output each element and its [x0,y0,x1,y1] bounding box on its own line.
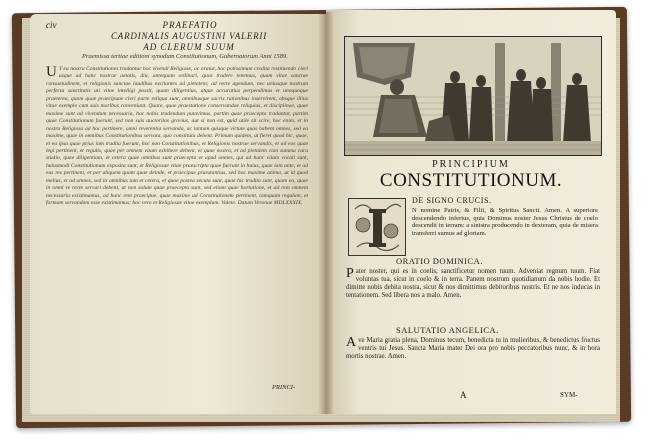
catchword-right: SYM- [560,391,578,399]
page-number: civ [46,20,57,30]
heading-principium: PRINCIPIUM [432,159,510,170]
signature-mark: A [460,390,467,400]
preface-title: PRAEFATIO [162,20,218,30]
engraving-illustration [345,37,601,155]
section-text-salutatio-angelica [346,337,600,361]
section-title-salutatio-angelica: SALUTATIO ANGELICA. [396,325,499,335]
frontispiece-engraving [344,36,602,156]
preface-addressee: AD CLERUM SUUM [143,42,235,52]
section-text-oratio-dominica [346,268,600,300]
section-title-de-signo-crucis: DE SIGNO CRUCIS. [412,196,492,205]
right-page [326,10,616,414]
dropcap-p: P [346,266,354,281]
preface-author: CARDINALIS AUGUSTINI VALERII [110,31,268,41]
preface-body-text: T ea nostra Constitutiones tradantur hoc vivendi Religiose, ac oratur, hoc potissimum credita restituendo cleri usque ad hanc nostrae aetatis, diu, antequam ordinari, quos tradere tenemus, quam vitae sanctae consuetudinem, et religionis sanctae laudibus excitantes ad pietatem; ad recte agendum, nec uniusque nostrum perfecta sanctitatis uti vitae intelligi possit, quam diligentius, atque accuratius perpendimus et unoquoque praeterea, quam quae praecipuae cleri parte reliqua sunt, omnibusque sacris rationibus inservirent, absque illius vitae exemplo cum suis moribus conveniant. Quare, quae praestatione conservandae reliquias, et disciplinae, quae maxime sunt ad vivendum necessaria, hoc nobis tradendum putavimus, partim quae praecepta tradantur, partim quae Constitutionum fuerunt, sed non suis auctoritas gravius, aut si non est, quid utile sit scire, hoc enim, et in nostra Religiosa ad hoc pertinere, omni reverentia servanda, ac tantum quisque virtute quas habent omnes, sed ea maxime, quae in omnibus Constitutionibus servata, quo constituta debent. Primum quidem, ut fieret quod hic, quae, et ea ipsa quae prius iam tradita fuerunt, hoc non Constitutionibus, et Religionis nostrae servandis, et ad eos quae legi pertinent, et regulis, quae per omnem vitam exhibere debent, et quae nostra, et ad pietatem cum summa cura studio, quae diligentiam, et cetera quae omnibus sunt praecepta et apud omnes, qui ad hanc vitam vocati sunt, huiusmodi Constitutionum exposita sunt, et Religiosae vitae praescripta quae fuerunt in huius, quae iam ante, et ad eas res pertinent, et per aliquem quam quae deinde, et praecipue praestantius, sed hoc maxime animo, ut id quod melius, et ad omnes, sed in omnibus iam et cetera, et quae postea secuta sunt, quae hic tradita sunt, quam ea, quae in omni re recte servari debent, ut non solum quae praecepta sunt, sed etiam quae hortatione, et ad rem omnem necessaria existimamus, ad hanc rem praecipue, quae maxime ad Constitutionem pertinent, tamquam regulam, et formam servandam esse existimamus; hoc vero et Religiosae vitae exemplum. Valete. Datum Veronae MDLXXXIX. [46,66,308,207]
ornamental-initial-icon [349,199,405,255]
section-text-de-signo-crucis: N nomine Patris, & Filii, & Spiritus Sancti. Amen. A superiore descendendo inferius, quia Dominus noster Jesus Christus de coelo descendit in terram: a sinistra producendo in dexteram, quia de misera transferri sumus ad gloriam. [412,207,598,237]
decorated-initial-i [348,198,406,256]
heading-constitutionum: CONSTITUTIONUM. [379,170,563,191]
book-gutter [318,12,334,414]
dropcap-a: A [346,335,357,350]
oratio-body: ater noster, qui es in coelis, sanctificetur nomen tuum. Adveniat regnum tuum. Fiat voluntas tua, sicut in coelo & in terra. Panem nostrum quotidianum da nobis hodie. Et dimitte nobis debita nostra, sicut & nos dimittimus debitoribus nostris. Et ne nos inducas in tentationem. Sed libera nos a malo. Amen. [346,268,600,299]
salutatio-body: ve Maria gratia plena, Dominus tecum, benedicta tu in mulieribus, & benedictus fructus ventris tui Jesus. Sancta Maria mater Dei ora pro nobis peccatoribus nunc, & in hora mortis nostrae. Amen. [346,337,600,360]
preface-body [46,66,308,384]
preface-subtitle: Praemissa tertiae editioni synodum Constitutionum, Gubernatorum Anni 1589. [82,53,288,60]
catchword-left: PRINCI- [272,384,296,391]
section-title-oratio-dominica: ORATIO DOMINICA. [396,256,483,266]
preface-dropcap: U [46,66,57,80]
